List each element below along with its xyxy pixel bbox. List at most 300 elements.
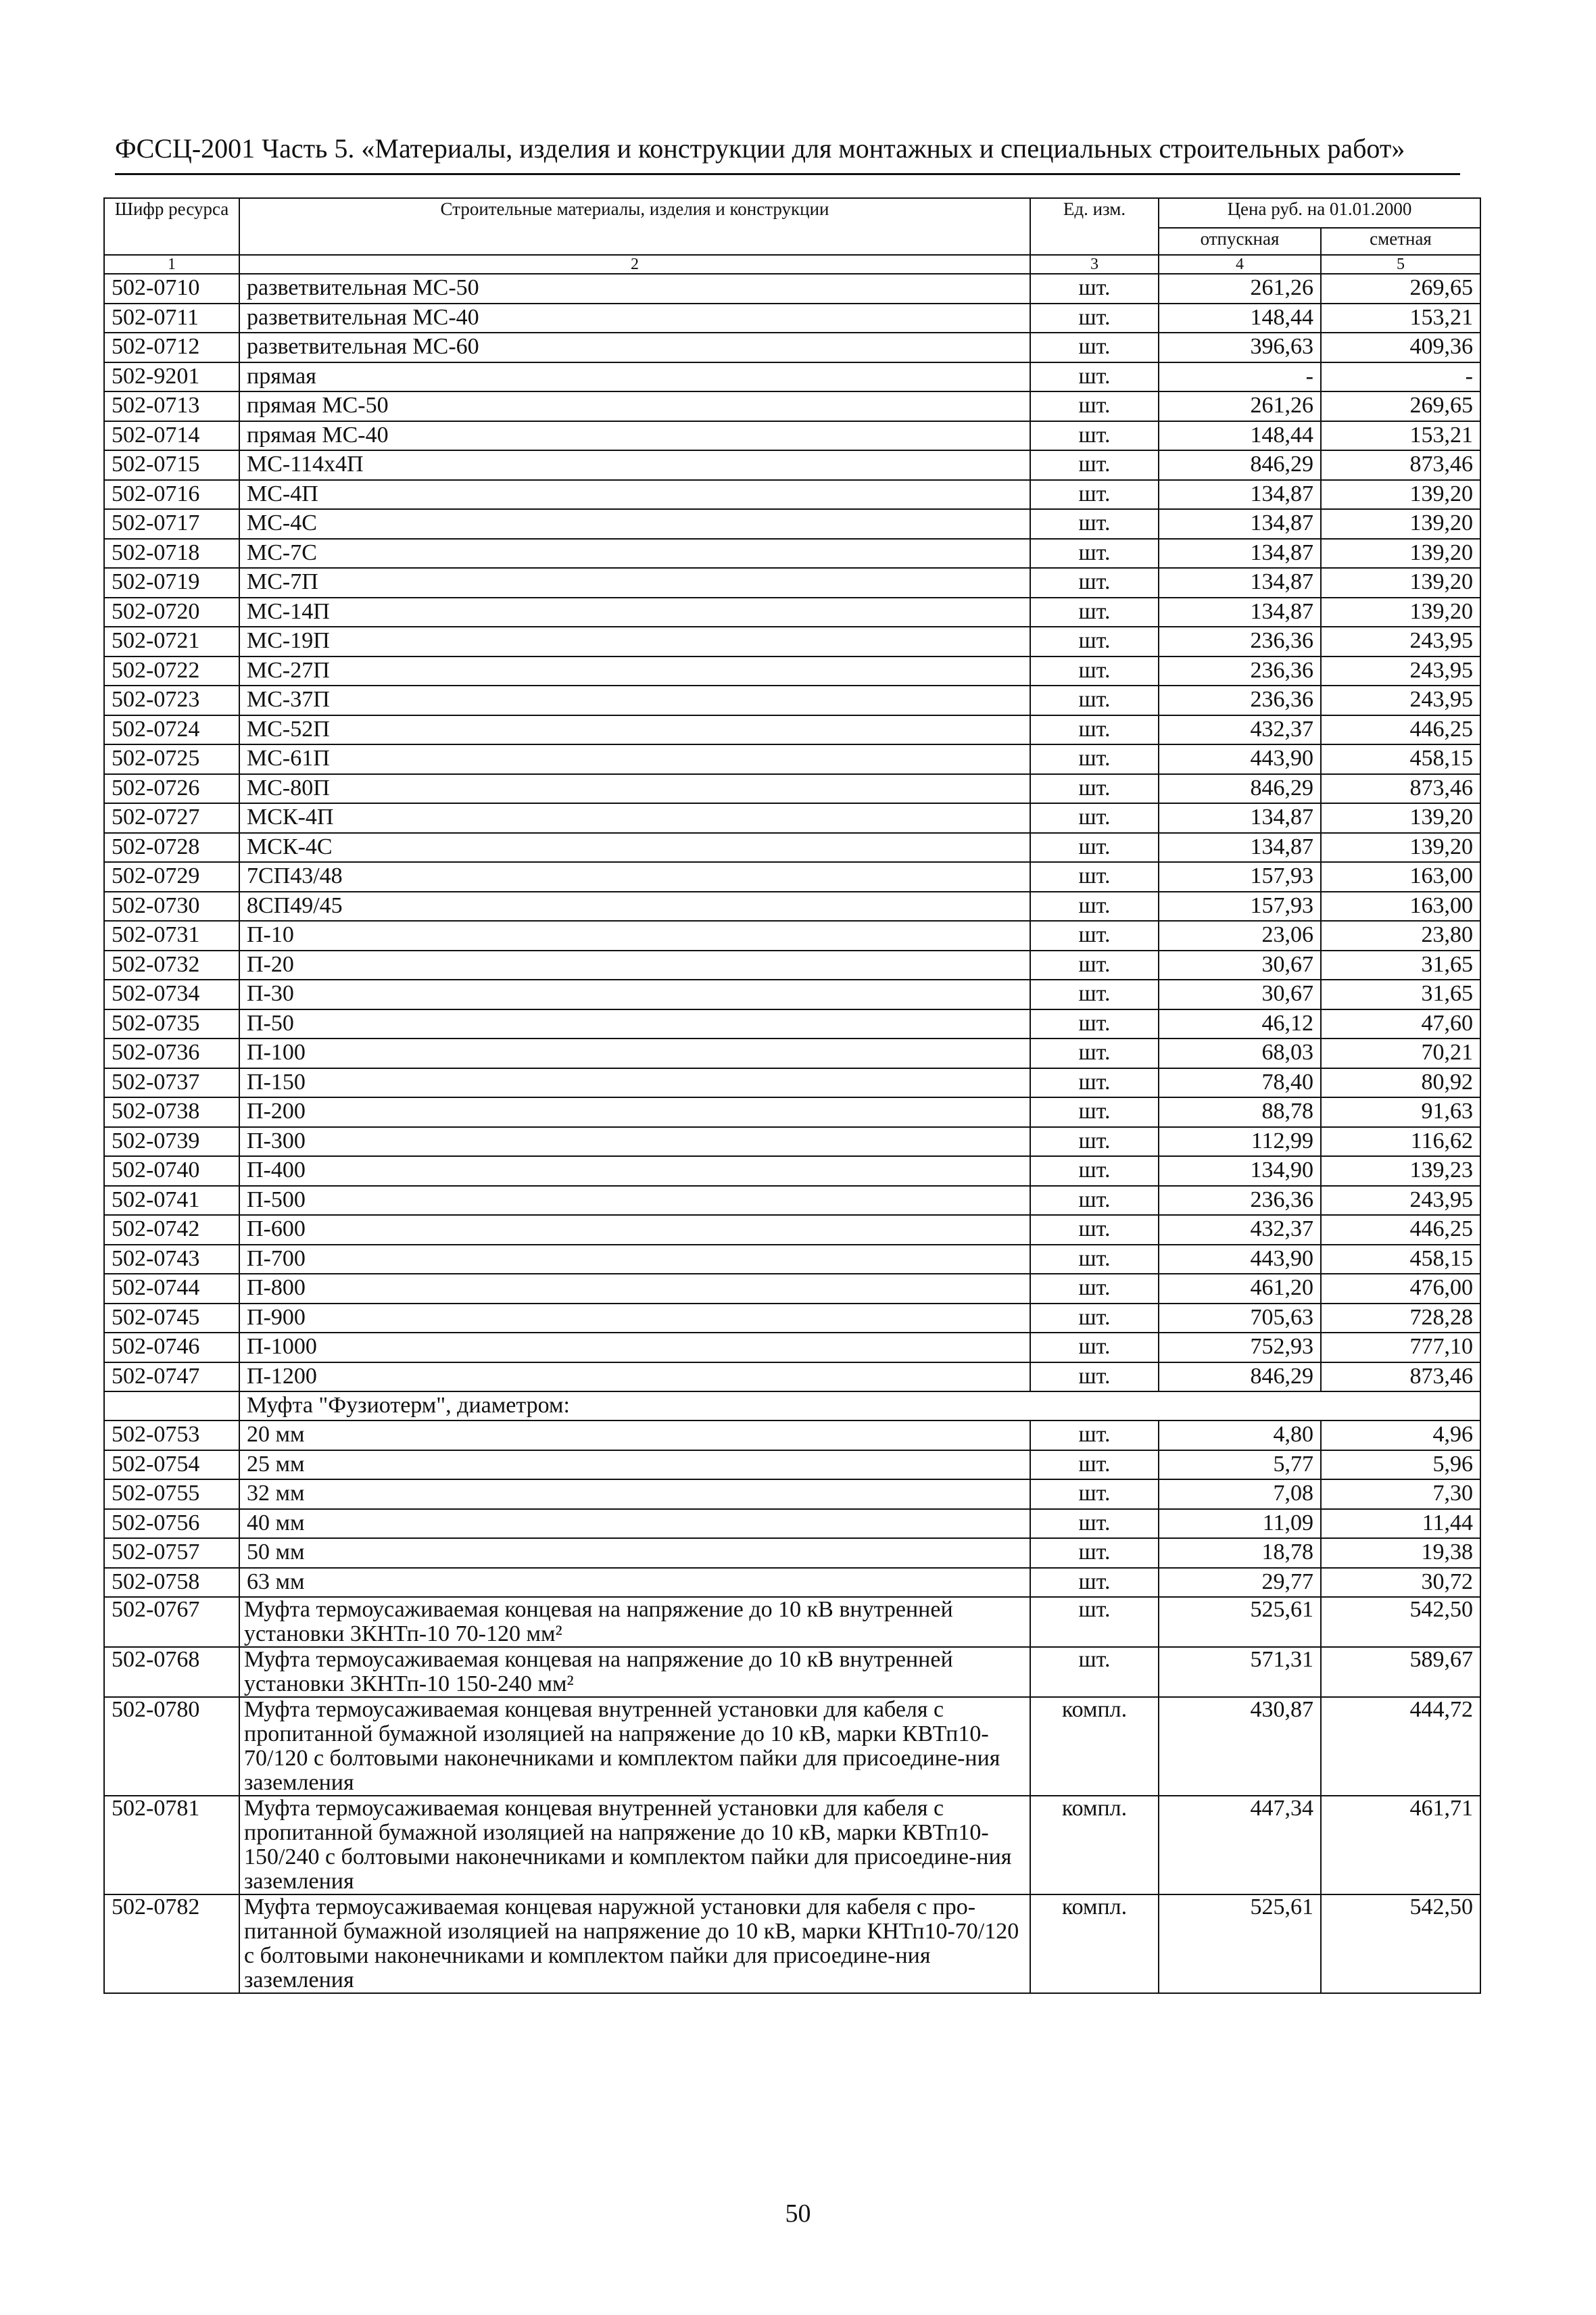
unit-cell: шт. xyxy=(1030,1421,1159,1450)
table-row xyxy=(104,333,1480,362)
table-row xyxy=(104,1039,1480,1068)
estimate-price-cell: 5,96 xyxy=(1321,1450,1480,1480)
column-number: 4 xyxy=(1159,255,1321,274)
estimate-price-cell: 542,50 xyxy=(1321,1597,1480,1647)
release-price-cell: 396,63 xyxy=(1159,333,1321,362)
table-row xyxy=(104,1538,1480,1568)
unit-cell: шт. xyxy=(1030,1186,1159,1216)
estimate-price-cell: 444,72 xyxy=(1321,1697,1480,1796)
unit-cell: шт. xyxy=(1030,1450,1159,1480)
estimate-price-cell: 446,25 xyxy=(1321,715,1480,745)
estimate-price-cell: 458,15 xyxy=(1321,744,1480,774)
release-price-cell: 11,09 xyxy=(1159,1509,1321,1539)
resource-code-cell: 502-0742 xyxy=(104,1215,239,1245)
estimate-price-cell: 873,46 xyxy=(1321,1362,1480,1392)
material-name-cell: МС-61П xyxy=(239,744,1030,774)
resource-code-cell: 502-0722 xyxy=(104,657,239,686)
release-price-cell: 134,87 xyxy=(1159,803,1321,833)
release-price-cell: 236,36 xyxy=(1159,686,1321,715)
column-number: 3 xyxy=(1030,255,1159,274)
unit-cell: шт. xyxy=(1030,1097,1159,1127)
estimate-price-cell: 31,65 xyxy=(1321,980,1480,1009)
unit-cell: шт. xyxy=(1030,1568,1159,1598)
estimate-price-cell: 461,71 xyxy=(1321,1796,1480,1894)
resource-code-cell: 502-0745 xyxy=(104,1304,239,1333)
estimate-price-cell: - xyxy=(1321,362,1480,392)
header-rule xyxy=(115,173,1460,175)
material-name-cell: МС-4С xyxy=(239,509,1030,539)
table-row xyxy=(104,1647,1480,1697)
col-header-estimate: сметная xyxy=(1321,228,1480,255)
resource-code-cell: 502-0758 xyxy=(104,1568,239,1598)
unit-cell: шт. xyxy=(1030,1647,1159,1697)
estimate-price-cell: 243,95 xyxy=(1321,657,1480,686)
release-price-cell: 705,63 xyxy=(1159,1304,1321,1333)
table-row xyxy=(104,1156,1480,1186)
resource-code-cell: 502-0718 xyxy=(104,539,239,569)
col-header-release: отпускная xyxy=(1159,228,1321,255)
material-name-cell: 40 мм xyxy=(239,1509,1030,1539)
table-row xyxy=(104,1215,1480,1245)
resource-code-cell: 502-0729 xyxy=(104,862,239,892)
release-price-cell: 68,03 xyxy=(1159,1039,1321,1068)
material-name-cell: 7СП43/48 xyxy=(239,862,1030,892)
material-name-cell: Муфта термоусаживаемая концевая наружной установки для кабеля с про-питанной бумажной изоляцией на напряжение до 10 кВ, марки КНТп10-70/120 с болтовыми наконечниками и комплектом пайки для присоедине-ния заземления xyxy=(239,1894,1030,1993)
material-name-cell: Муфта термоусаживаемая концевая внутренней установки для кабеля с пропитанной бумажной изоляцией на напряжение до 10 кВ, марки КВТп10-70/120 с болтовыми наконечниками и комплектом пайки для присоедине-ния заземления xyxy=(239,1697,1030,1796)
col-header-name: Строительные материалы, изделия и конструкции xyxy=(239,198,1030,255)
estimate-price-cell: 47,60 xyxy=(1321,1009,1480,1039)
resource-code-cell: 502-0738 xyxy=(104,1097,239,1127)
unit-cell: компл. xyxy=(1030,1697,1159,1796)
estimate-price-cell: 269,65 xyxy=(1321,274,1480,304)
unit-cell: шт. xyxy=(1030,1127,1159,1157)
table-row xyxy=(104,1127,1480,1157)
estimate-price-cell: 139,20 xyxy=(1321,568,1480,598)
estimate-price-cell: 589,67 xyxy=(1321,1647,1480,1697)
group-row xyxy=(104,1391,1480,1421)
table-row xyxy=(104,1479,1480,1509)
resource-code-cell: 502-0731 xyxy=(104,921,239,951)
estimate-price-cell: 116,62 xyxy=(1321,1127,1480,1157)
table-row xyxy=(104,1186,1480,1216)
estimate-price-cell: 139,23 xyxy=(1321,1156,1480,1186)
resource-code-cell: 502-0723 xyxy=(104,686,239,715)
table-row xyxy=(104,480,1480,510)
unit-cell: шт. xyxy=(1030,1333,1159,1362)
release-price-cell: 261,26 xyxy=(1159,274,1321,304)
estimate-price-cell: 139,20 xyxy=(1321,833,1480,863)
resource-code-cell: 502-0730 xyxy=(104,892,239,922)
estimate-price-cell: 19,38 xyxy=(1321,1538,1480,1568)
table-row xyxy=(104,980,1480,1009)
release-price-cell: 134,87 xyxy=(1159,539,1321,569)
material-name-cell: 25 мм xyxy=(239,1450,1030,1480)
material-name-cell: 63 мм xyxy=(239,1568,1030,1598)
estimate-price-cell: 777,10 xyxy=(1321,1333,1480,1362)
release-price-cell: - xyxy=(1159,362,1321,392)
unit-cell: шт. xyxy=(1030,421,1159,451)
table-row xyxy=(104,1333,1480,1362)
release-price-cell: 443,90 xyxy=(1159,1245,1321,1274)
resource-code-cell: 502-0714 xyxy=(104,421,239,451)
estimate-price-cell: 23,80 xyxy=(1321,921,1480,951)
unit-cell: шт. xyxy=(1030,1009,1159,1039)
resource-code-cell: 502-0728 xyxy=(104,833,239,863)
release-price-cell: 846,29 xyxy=(1159,450,1321,480)
estimate-price-cell: 446,25 xyxy=(1321,1215,1480,1245)
estimate-price-cell: 243,95 xyxy=(1321,1186,1480,1216)
unit-cell: компл. xyxy=(1030,1796,1159,1894)
material-name-cell: 32 мм xyxy=(239,1479,1030,1509)
table-row xyxy=(104,1068,1480,1098)
table-row xyxy=(104,1009,1480,1039)
release-price-cell: 46,12 xyxy=(1159,1009,1321,1039)
table-row xyxy=(104,304,1480,333)
resource-code-cell: 502-0753 xyxy=(104,1421,239,1450)
release-price-cell: 134,87 xyxy=(1159,598,1321,627)
table-row xyxy=(104,1421,1480,1450)
material-name-cell: П-1200 xyxy=(239,1362,1030,1392)
table-row xyxy=(104,539,1480,569)
table-row xyxy=(104,450,1480,480)
unit-cell: шт. xyxy=(1030,803,1159,833)
estimate-price-cell: 31,65 xyxy=(1321,951,1480,980)
table-row xyxy=(104,627,1480,657)
material-name-cell: П-10 xyxy=(239,921,1030,951)
release-price-cell: 443,90 xyxy=(1159,744,1321,774)
table-row xyxy=(104,774,1480,804)
table-row xyxy=(104,1697,1480,1796)
table-row xyxy=(104,1304,1480,1333)
table-row xyxy=(104,1362,1480,1392)
resource-code-cell: 502-0711 xyxy=(104,304,239,333)
estimate-price-cell: 80,92 xyxy=(1321,1068,1480,1098)
resource-code-cell: 502-0746 xyxy=(104,1333,239,1362)
unit-cell: шт. xyxy=(1030,1274,1159,1304)
group-code-cell xyxy=(104,1391,239,1421)
material-name-cell: МС-14П xyxy=(239,598,1030,627)
table-group-fuziotherm xyxy=(104,1391,1480,1421)
table-row xyxy=(104,1509,1480,1539)
material-name-cell: прямая xyxy=(239,362,1030,392)
unit-cell: шт. xyxy=(1030,1597,1159,1647)
unit-cell: шт. xyxy=(1030,333,1159,362)
release-price-cell: 525,61 xyxy=(1159,1597,1321,1647)
estimate-price-cell: 476,00 xyxy=(1321,1274,1480,1304)
table-row xyxy=(104,1450,1480,1480)
unit-cell: шт. xyxy=(1030,1538,1159,1568)
resource-code-cell: 502-0721 xyxy=(104,627,239,657)
unit-cell: шт. xyxy=(1030,744,1159,774)
material-name-cell: П-30 xyxy=(239,980,1030,1009)
material-name-cell: 8СП49/45 xyxy=(239,892,1030,922)
material-name-cell: П-700 xyxy=(239,1245,1030,1274)
unit-cell: шт. xyxy=(1030,304,1159,333)
unit-cell: шт. xyxy=(1030,774,1159,804)
unit-cell: шт. xyxy=(1030,1479,1159,1509)
resource-code-cell: 502-0712 xyxy=(104,333,239,362)
release-price-cell: 23,06 xyxy=(1159,921,1321,951)
material-name-cell: П-300 xyxy=(239,1127,1030,1157)
unit-cell: шт. xyxy=(1030,951,1159,980)
unit-cell: шт. xyxy=(1030,598,1159,627)
unit-cell: шт. xyxy=(1030,1156,1159,1186)
release-price-cell: 261,26 xyxy=(1159,391,1321,421)
table-row xyxy=(104,598,1480,627)
resource-code-cell: 502-0747 xyxy=(104,1362,239,1392)
estimate-price-cell: 91,63 xyxy=(1321,1097,1480,1127)
resource-code-cell: 502-0720 xyxy=(104,598,239,627)
estimate-price-cell: 873,46 xyxy=(1321,774,1480,804)
release-price-cell: 7,08 xyxy=(1159,1479,1321,1509)
unit-cell: шт. xyxy=(1030,274,1159,304)
column-numbers-row xyxy=(104,255,1480,274)
material-name-cell: МС-7П xyxy=(239,568,1030,598)
estimate-price-cell: 139,20 xyxy=(1321,480,1480,510)
resource-code-cell: 502-0780 xyxy=(104,1697,239,1796)
column-number: 1 xyxy=(104,255,239,274)
unit-cell: шт. xyxy=(1030,980,1159,1009)
resource-code-cell: 502-0724 xyxy=(104,715,239,745)
table-row xyxy=(104,362,1480,392)
release-price-cell: 4,80 xyxy=(1159,1421,1321,1450)
material-name-cell: МС-4П xyxy=(239,480,1030,510)
estimate-price-cell: 139,20 xyxy=(1321,539,1480,569)
material-name-cell: разветвительная МС-60 xyxy=(239,333,1030,362)
estimate-price-cell: 30,72 xyxy=(1321,1568,1480,1598)
resource-code-cell: 502-0740 xyxy=(104,1156,239,1186)
release-price-cell: 134,87 xyxy=(1159,480,1321,510)
unit-cell: шт. xyxy=(1030,1215,1159,1245)
price-table xyxy=(103,197,1481,1994)
table-row xyxy=(104,715,1480,745)
material-name-cell: П-800 xyxy=(239,1274,1030,1304)
material-name-cell: прямая МС-50 xyxy=(239,391,1030,421)
release-price-cell: 846,29 xyxy=(1159,1362,1321,1392)
unit-cell: шт. xyxy=(1030,892,1159,922)
resource-code-cell: 502-9201 xyxy=(104,362,239,392)
table-row xyxy=(104,657,1480,686)
release-price-cell: 134,87 xyxy=(1159,509,1321,539)
material-name-cell: 20 мм xyxy=(239,1421,1030,1450)
estimate-price-cell: 70,21 xyxy=(1321,1039,1480,1068)
material-name-cell: МС-7С xyxy=(239,539,1030,569)
release-price-cell: 148,44 xyxy=(1159,304,1321,333)
release-price-cell: 5,77 xyxy=(1159,1450,1321,1480)
table-row xyxy=(104,833,1480,863)
table-row xyxy=(104,951,1480,980)
material-name-cell: П-900 xyxy=(239,1304,1030,1333)
resource-code-cell: 502-0757 xyxy=(104,1538,239,1568)
unit-cell: шт. xyxy=(1030,657,1159,686)
estimate-price-cell: 542,50 xyxy=(1321,1894,1480,1993)
table-row xyxy=(104,1245,1480,1274)
unit-cell: шт. xyxy=(1030,833,1159,863)
estimate-price-cell: 163,00 xyxy=(1321,892,1480,922)
estimate-price-cell: 139,20 xyxy=(1321,598,1480,627)
page-number: 50 xyxy=(785,2199,811,2228)
estimate-price-cell: 4,96 xyxy=(1321,1421,1480,1450)
unit-cell: шт. xyxy=(1030,1039,1159,1068)
resource-code-cell: 502-0767 xyxy=(104,1597,239,1647)
release-price-cell: 30,67 xyxy=(1159,980,1321,1009)
page-header: ФССЦ-2001 Часть 5. «Материалы, изделия и конструкции для монтажных и специальных строительных работ» xyxy=(115,133,1405,164)
resource-code-cell: 502-0727 xyxy=(104,803,239,833)
resource-code-cell: 502-0744 xyxy=(104,1274,239,1304)
unit-cell: шт. xyxy=(1030,686,1159,715)
col-header-price: Цена руб. на 01.01.2000 xyxy=(1159,198,1480,228)
unit-cell: шт. xyxy=(1030,480,1159,510)
material-name-cell: П-1000 xyxy=(239,1333,1030,1362)
release-price-cell: 525,61 xyxy=(1159,1894,1321,1993)
release-price-cell: 430,87 xyxy=(1159,1697,1321,1796)
table-row xyxy=(104,892,1480,922)
material-name-cell: П-200 xyxy=(239,1097,1030,1127)
estimate-price-cell: 728,28 xyxy=(1321,1304,1480,1333)
unit-cell: шт. xyxy=(1030,1509,1159,1539)
resource-code-cell: 502-0743 xyxy=(104,1245,239,1274)
unit-cell: шт. xyxy=(1030,509,1159,539)
table-row xyxy=(104,921,1480,951)
release-price-cell: 30,67 xyxy=(1159,951,1321,980)
table-row xyxy=(104,421,1480,451)
estimate-price-cell: 458,15 xyxy=(1321,1245,1480,1274)
material-name-cell: прямая МС-40 xyxy=(239,421,1030,451)
resource-code-cell: 502-0735 xyxy=(104,1009,239,1039)
release-price-cell: 134,87 xyxy=(1159,833,1321,863)
unit-cell: шт. xyxy=(1030,568,1159,598)
table-row xyxy=(104,744,1480,774)
unit-cell: шт. xyxy=(1030,1068,1159,1098)
estimate-price-cell: 873,46 xyxy=(1321,450,1480,480)
table-row xyxy=(104,568,1480,598)
unit-cell: шт. xyxy=(1030,1362,1159,1392)
estimate-price-cell: 163,00 xyxy=(1321,862,1480,892)
release-price-cell: 432,37 xyxy=(1159,715,1321,745)
resource-code-cell: 502-0710 xyxy=(104,274,239,304)
table-row xyxy=(104,1796,1480,1894)
resource-code-cell: 502-0719 xyxy=(104,568,239,598)
release-price-cell: 18,78 xyxy=(1159,1538,1321,1568)
unit-cell: шт. xyxy=(1030,1304,1159,1333)
estimate-price-cell: 139,20 xyxy=(1321,803,1480,833)
unit-cell: шт. xyxy=(1030,627,1159,657)
table-row xyxy=(104,1274,1480,1304)
resource-code-cell: 502-0726 xyxy=(104,774,239,804)
release-price-cell: 148,44 xyxy=(1159,421,1321,451)
material-name-cell: МС-52П xyxy=(239,715,1030,745)
material-name-cell: МС-37П xyxy=(239,686,1030,715)
material-name-cell: МС-114х4П xyxy=(239,450,1030,480)
resource-code-cell: 502-0768 xyxy=(104,1647,239,1697)
material-name-cell: 50 мм xyxy=(239,1538,1030,1568)
release-price-cell: 447,34 xyxy=(1159,1796,1321,1894)
estimate-price-cell: 139,20 xyxy=(1321,509,1480,539)
release-price-cell: 157,93 xyxy=(1159,862,1321,892)
unit-cell: шт. xyxy=(1030,715,1159,745)
resource-code-cell: 502-0782 xyxy=(104,1894,239,1993)
column-number: 2 xyxy=(239,255,1030,274)
material-name-cell: Муфта термоусаживаемая концевая внутренней установки для кабеля с пропитанной бумажной изоляцией на напряжение до 10 кВ, марки КВТп10-150/240 с болтовыми наконечниками и комплектом пайки для присоедине-ния заземления xyxy=(239,1796,1030,1894)
table-row xyxy=(104,274,1480,304)
material-name-cell: МС-80П xyxy=(239,774,1030,804)
material-name-cell: МСК-4П xyxy=(239,803,1030,833)
resource-code-cell: 502-0756 xyxy=(104,1509,239,1539)
resource-code-cell: 502-0737 xyxy=(104,1068,239,1098)
table-row xyxy=(104,862,1480,892)
estimate-price-cell: 269,65 xyxy=(1321,391,1480,421)
table-row xyxy=(104,1097,1480,1127)
resource-code-cell: 502-0781 xyxy=(104,1796,239,1894)
material-name-cell: Муфта термоусаживаемая концевая на напряжение до 10 кВ внутренней установки 3КНТп-10 70-120 мм² xyxy=(239,1597,1030,1647)
release-price-cell: 78,40 xyxy=(1159,1068,1321,1098)
table-row xyxy=(104,1894,1480,1993)
release-price-cell: 236,36 xyxy=(1159,657,1321,686)
material-name-cell: П-400 xyxy=(239,1156,1030,1186)
table-row xyxy=(104,686,1480,715)
release-price-cell: 846,29 xyxy=(1159,774,1321,804)
estimate-price-cell: 243,95 xyxy=(1321,686,1480,715)
resource-code-cell: 502-0739 xyxy=(104,1127,239,1157)
table-row xyxy=(104,391,1480,421)
release-price-cell: 432,37 xyxy=(1159,1215,1321,1245)
table-row xyxy=(104,1597,1480,1647)
resource-code-cell: 502-0716 xyxy=(104,480,239,510)
estimate-price-cell: 243,95 xyxy=(1321,627,1480,657)
release-price-cell: 236,36 xyxy=(1159,1186,1321,1216)
estimate-price-cell: 409,36 xyxy=(1321,333,1480,362)
estimate-price-cell: 7,30 xyxy=(1321,1479,1480,1509)
unit-cell: шт. xyxy=(1030,362,1159,392)
table-body-fuziotherm xyxy=(104,1421,1480,1597)
estimate-price-cell: 153,21 xyxy=(1321,421,1480,451)
release-price-cell: 134,87 xyxy=(1159,568,1321,598)
release-price-cell: 236,36 xyxy=(1159,627,1321,657)
unit-cell: шт. xyxy=(1030,1245,1159,1274)
release-price-cell: 112,99 xyxy=(1159,1127,1321,1157)
table-body-long xyxy=(104,1597,1480,1993)
material-name-cell: МС-19П xyxy=(239,627,1030,657)
resource-code-cell: 502-0717 xyxy=(104,509,239,539)
material-name-cell: П-150 xyxy=(239,1068,1030,1098)
material-name-cell: П-20 xyxy=(239,951,1030,980)
release-price-cell: 134,90 xyxy=(1159,1156,1321,1186)
unit-cell: шт. xyxy=(1030,862,1159,892)
material-name-cell: Муфта термоусаживаемая концевая на напряжение до 10 кВ внутренней установки 3КНТп-10 150-240 мм² xyxy=(239,1647,1030,1697)
estimate-price-cell: 11,44 xyxy=(1321,1509,1480,1539)
resource-code-cell: 502-0736 xyxy=(104,1039,239,1068)
group-title: Муфта "Фузиотерм", диаметром: xyxy=(239,1391,1480,1421)
col-header-unit: Ед. изм. xyxy=(1030,198,1159,255)
estimate-price-cell: 153,21 xyxy=(1321,304,1480,333)
table-row xyxy=(104,509,1480,539)
release-price-cell: 29,77 xyxy=(1159,1568,1321,1598)
table-row xyxy=(104,1568,1480,1598)
material-name-cell: МСК-4С xyxy=(239,833,1030,863)
material-name-cell: МС-27П xyxy=(239,657,1030,686)
table-row xyxy=(104,803,1480,833)
release-price-cell: 461,20 xyxy=(1159,1274,1321,1304)
material-name-cell: П-600 xyxy=(239,1215,1030,1245)
unit-cell: компл. xyxy=(1030,1894,1159,1993)
material-name-cell: П-100 xyxy=(239,1039,1030,1068)
table-body-main xyxy=(104,274,1480,1391)
release-price-cell: 88,78 xyxy=(1159,1097,1321,1127)
material-name-cell: П-500 xyxy=(239,1186,1030,1216)
resource-code-cell: 502-0755 xyxy=(104,1479,239,1509)
unit-cell: шт. xyxy=(1030,450,1159,480)
resource-code-cell: 502-0734 xyxy=(104,980,239,1009)
